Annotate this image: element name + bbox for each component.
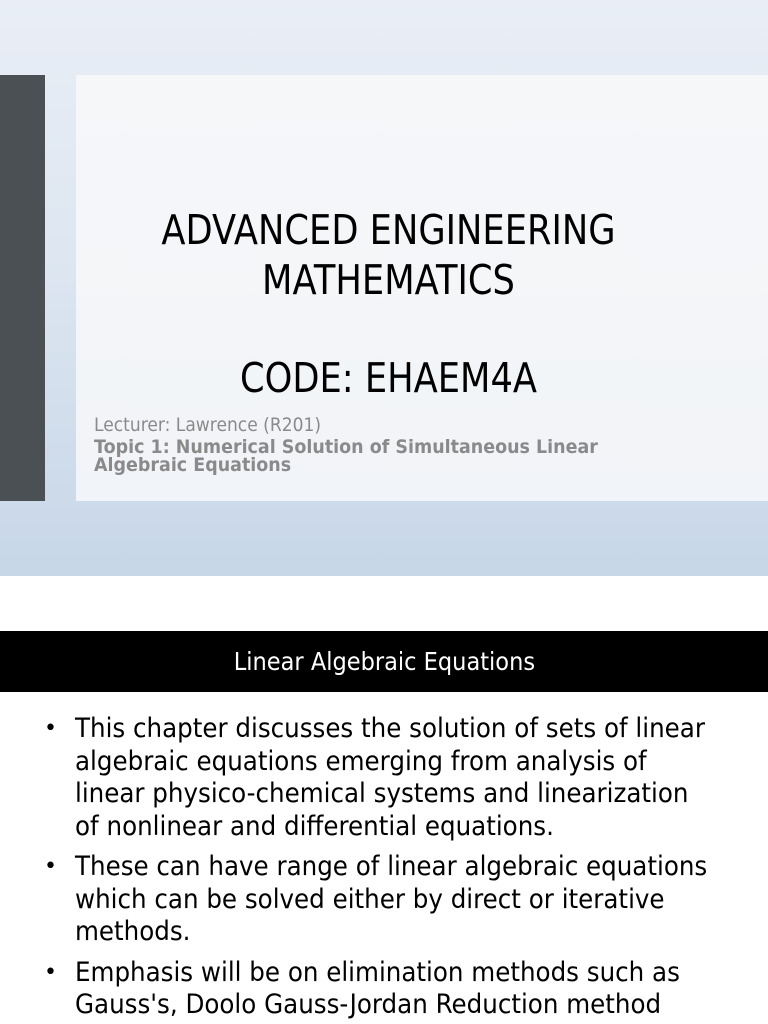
bullet-text: These can have range of linear algebraic equations which can be solved either by direct or iterative methods.	[75, 851, 708, 947]
slide-header	[0, 631, 768, 692]
content-slide	[0, 631, 768, 1024]
sidebar-accent-bar	[0, 75, 45, 501]
topic-text: Topic 1: Numerical Solution of Simultaneous Linear Algebraic Equations	[94, 436, 598, 476]
course-code: CODE: EHAEM4A	[239, 354, 538, 402]
bullet-icon: •	[44, 716, 57, 741]
slide-title-line-1: ADVANCED ENGINEERING	[161, 206, 616, 254]
bullet-icon: •	[44, 854, 57, 879]
bullet-text: This chapter discusses the solution of sets of linear algebraic equations emerging from analysis of linear physico-chemical systems and linearization of nonlinear and differential equations.	[75, 713, 705, 842]
bullet-text: Emphasis will be on elimination methods such as Gauss's, Doolo Gauss-Jordan Reduction method	[75, 956, 680, 1020]
slide-header-title: Linear Algebraic Equations	[233, 647, 535, 676]
bullet-item	[44, 851, 744, 949]
title-panel	[76, 75, 768, 501]
slide-gap	[0, 576, 768, 631]
bullet-item	[44, 957, 744, 1022]
lecturer-text: Lecturer: Lawrence (R201)	[94, 414, 322, 436]
bullet-icon: •	[44, 959, 57, 985]
bullet-item	[44, 713, 744, 843]
slide-title-line-2: MATHEMATICS	[262, 256, 515, 304]
slide-title	[120, 205, 658, 305]
bullet-list	[44, 713, 744, 1024]
